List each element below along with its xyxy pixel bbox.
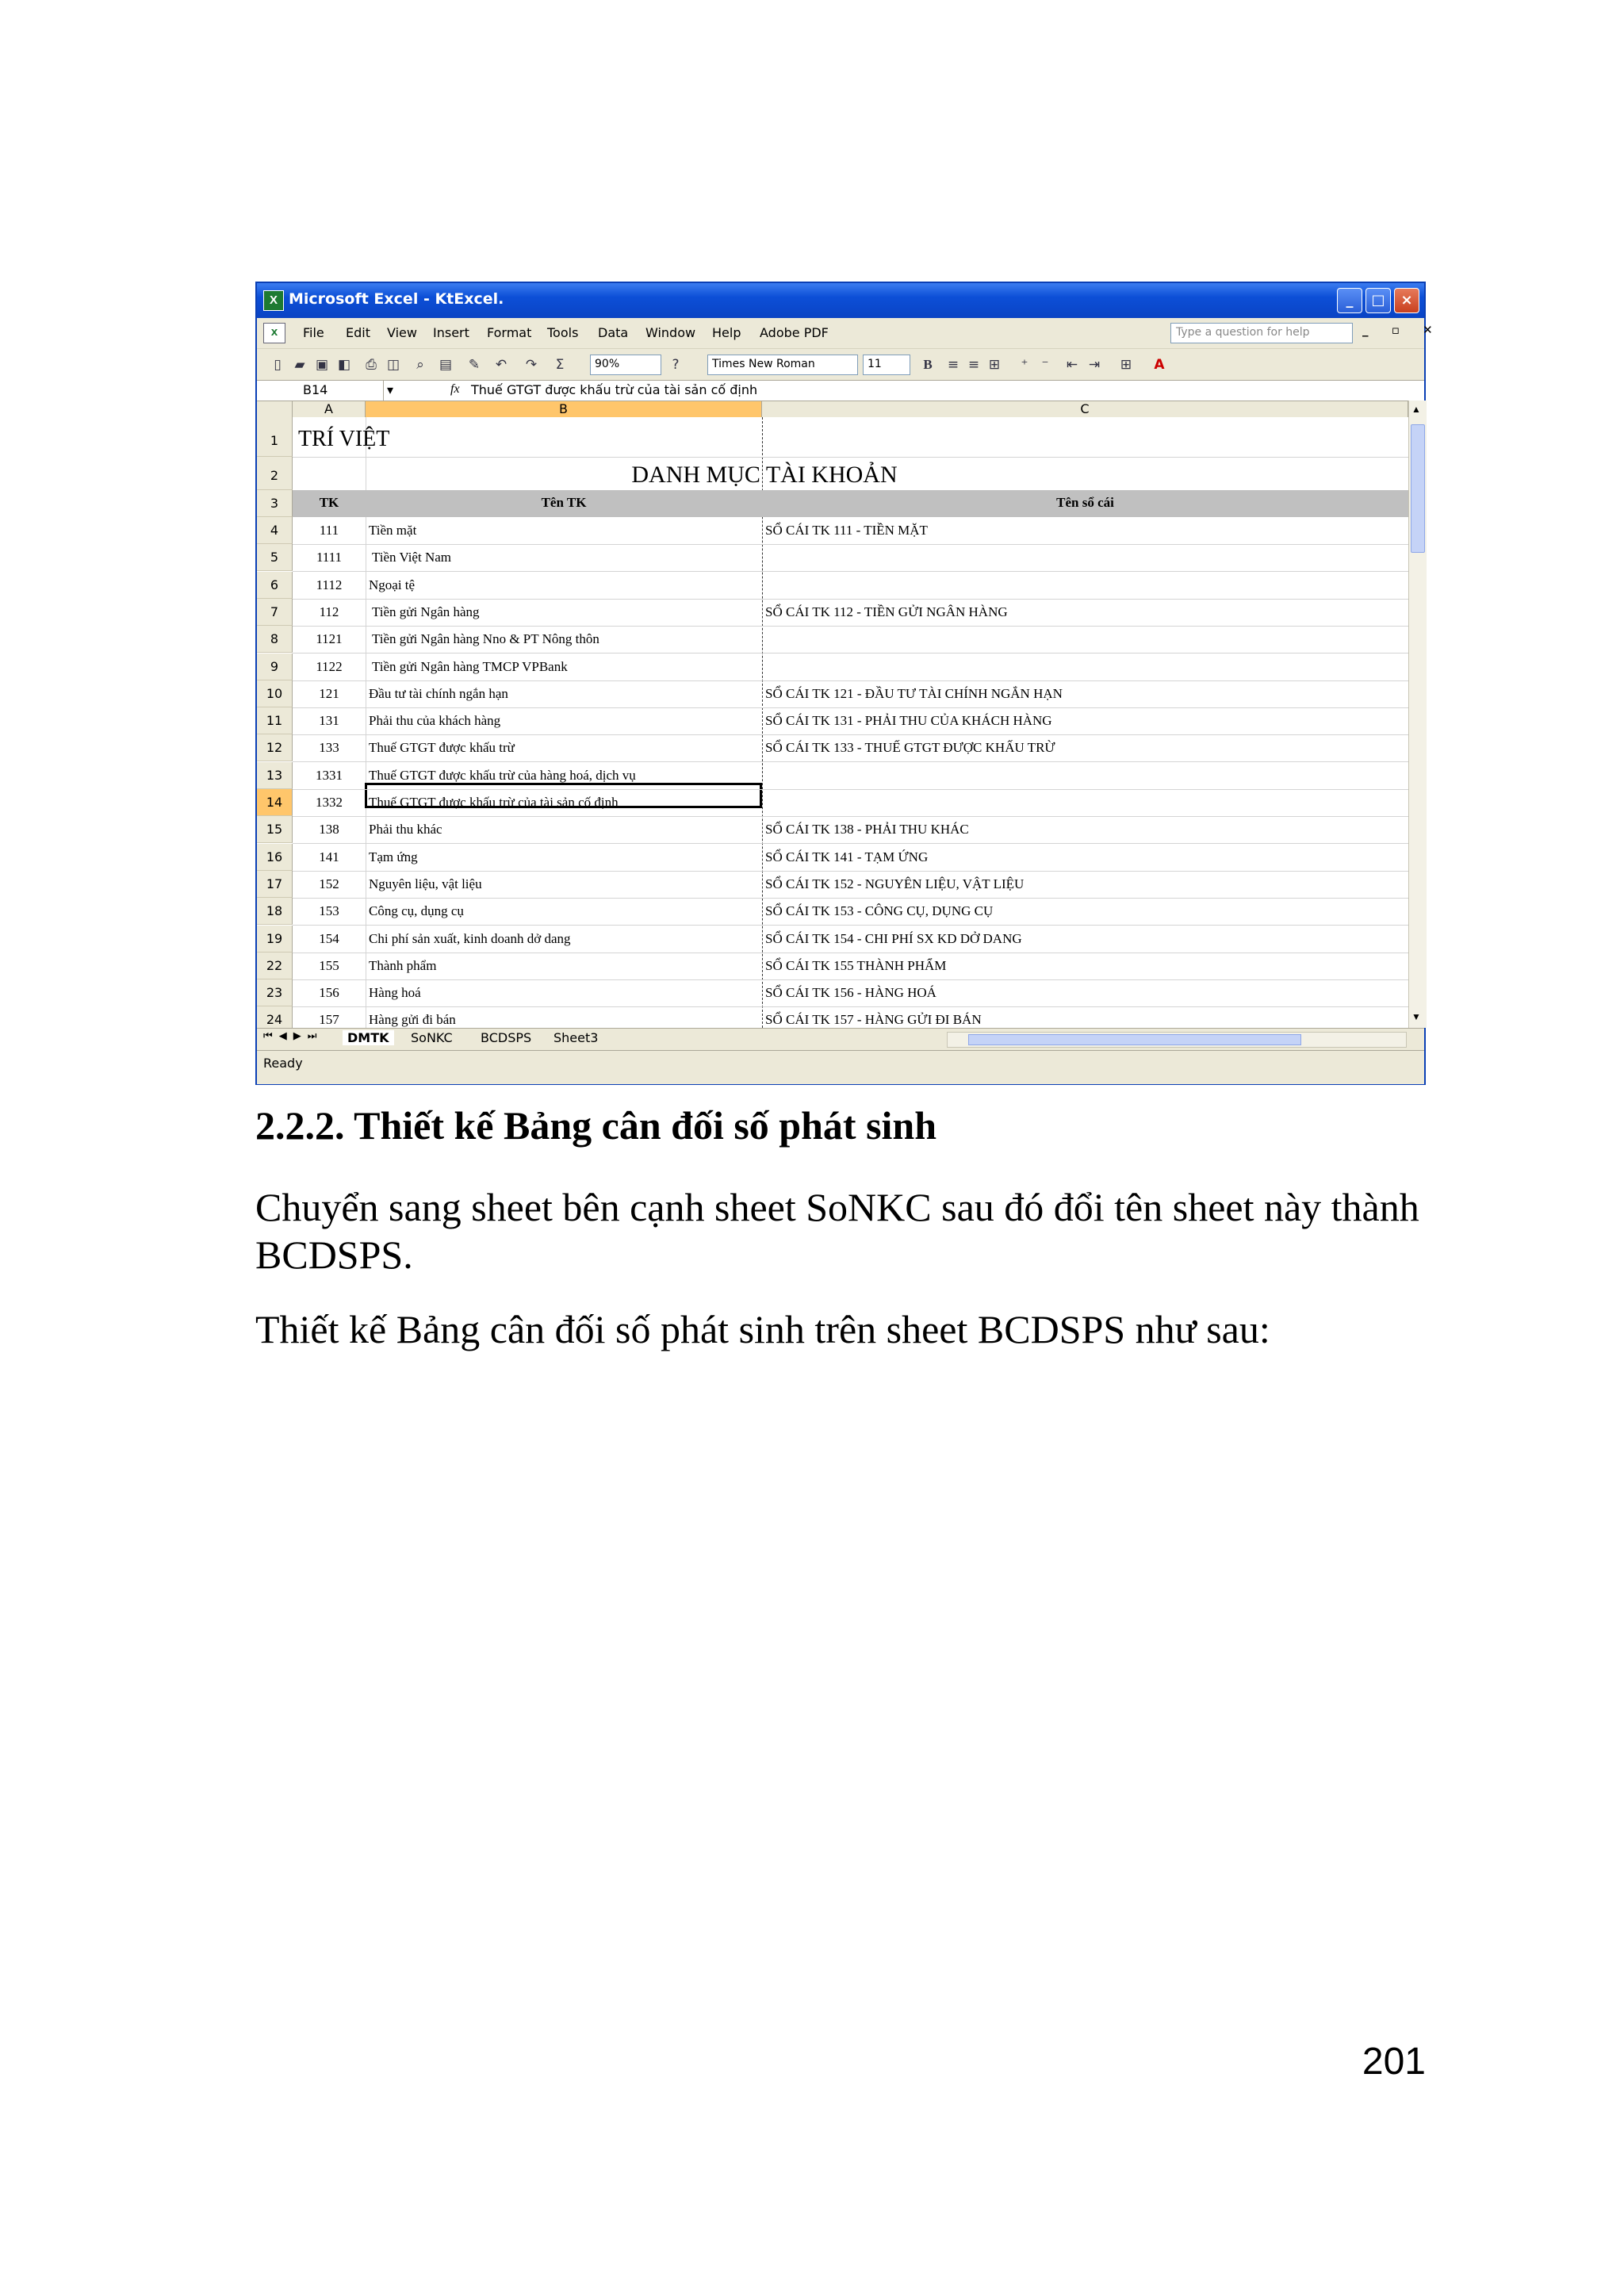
cell-account-code[interactable]: 152 — [319, 876, 339, 891]
cell-account-code[interactable]: 121 — [319, 686, 339, 701]
header-cell-ten-so-cai[interactable]: Tên sổ cái — [1056, 495, 1114, 510]
paragraph-1: Chuyển sang sheet bên cạnh sheet SoNKC sau đó đổi tên sheet này thành BCDSPS. — [255, 1185, 1419, 1277]
cell-account-name[interactable]: Nguyên liệu, vật liệu — [369, 876, 482, 891]
cell-account-code[interactable]: 156 — [319, 985, 339, 1000]
cell-account-name[interactable]: Tạm ứng — [369, 849, 418, 864]
new-icon[interactable]: ▯ — [274, 357, 282, 373]
cell-account-code[interactable]: 133 — [319, 740, 339, 755]
row-header[interactable]: 17 — [257, 871, 293, 898]
status-text: Ready — [263, 1056, 303, 1071]
cell-account-name[interactable]: Thuế GTGT được khấu trừ của tài sản cố định — [369, 795, 619, 810]
row-line — [293, 599, 1408, 600]
paste-icon[interactable]: ▤ — [439, 357, 453, 373]
menu-help[interactable]: Help — [712, 325, 741, 340]
row-line — [293, 653, 1408, 654]
tab-bcdsps[interactable]: BCDSPS — [481, 1030, 532, 1045]
research-icon[interactable]: ⌕ — [416, 357, 424, 373]
cell-account-code[interactable]: 157 — [319, 1012, 339, 1027]
row-line — [293, 979, 1408, 980]
font-color-icon[interactable]: A — [1154, 357, 1165, 373]
cell-ledger-name[interactable]: SỔ CÁI TK 121 - ĐẦU TƯ TÀI CHÍNH NGẮN HẠN — [765, 686, 1063, 701]
row-header[interactable]: 15 — [257, 816, 293, 843]
cell-account-name[interactable]: Thuế GTGT được khấu trừ của hàng hoá, dịch vụ — [369, 768, 636, 783]
row-line — [293, 761, 1408, 762]
decrease-decimal-icon[interactable]: ⁻ — [1041, 357, 1049, 373]
cell-ledger-name[interactable]: SỔ CÁI TK 152 - NGUYÊN LIỆU, VẬT LIỆU — [765, 876, 1025, 891]
row-header[interactable]: 18 — [257, 898, 293, 925]
sheet-heading-cell[interactable]: DANH MỤC TÀI KHOẢN — [631, 462, 898, 488]
cell-account-code[interactable]: 1121 — [316, 631, 343, 646]
row-line — [293, 544, 1408, 545]
cell-account-code[interactable]: 153 — [319, 903, 339, 918]
cell-account-name[interactable]: Tiền gửi Ngân hàng TMCP VPBank — [369, 659, 568, 674]
tab-sheet3[interactable]: Sheet3 — [553, 1030, 599, 1045]
increase-decimal-icon[interactable]: ⁺ — [1021, 357, 1028, 373]
cell-account-code[interactable]: 1112 — [316, 577, 343, 592]
cell-account-code[interactable]: 1111 — [316, 550, 343, 565]
cell-ledger-name[interactable]: SỔ CÁI TK 138 - PHẢI THU KHÁC — [765, 822, 969, 837]
function-icon[interactable]: fx — [450, 382, 460, 396]
row-line — [293, 707, 1408, 708]
cell-account-name[interactable]: Phải thu khác — [369, 822, 442, 837]
align-center-icon[interactable]: ≡ — [967, 357, 980, 373]
paragraph-2: Thiết kế Bảng cân đối số phát sinh trên sheet BCDSPS như sau: — [255, 1307, 1270, 1351]
column-headers — [257, 401, 1408, 418]
decrease-indent-icon[interactable]: ⇤ — [1066, 357, 1078, 373]
horizontal-scroll-thumb[interactable] — [968, 1034, 1301, 1045]
font-size-select[interactable]: 11 — [863, 355, 910, 375]
excel-window — [255, 282, 1442, 1085]
menu-edit[interactable]: Edit — [346, 325, 370, 340]
cell-ledger-name[interactable]: SỔ CÁI TK 133 - THUẾ GTGT ĐƯỢC KHẤU TRỪ — [765, 740, 1055, 755]
menu-tools[interactable]: Tools — [547, 325, 579, 340]
cell-account-code[interactable]: 111 — [319, 523, 339, 538]
tab-scroll-icons[interactable]: ⏮◀▶⏭ — [263, 1030, 324, 1042]
autosum-icon[interactable]: Σ — [555, 357, 565, 373]
cell-ledger-name[interactable]: SỔ CÁI TK 141 - TẠM ỨNG — [765, 849, 929, 864]
tab-sonkc[interactable]: SoNKC — [411, 1030, 453, 1045]
cell-account-name[interactable]: Thuế GTGT được khấu trừ — [369, 740, 515, 755]
row-header[interactable]: 13 — [257, 762, 293, 789]
row-header[interactable]: 10 — [257, 680, 293, 707]
column-header-c[interactable]: C — [762, 401, 1408, 417]
open-icon[interactable]: ▰ — [294, 357, 305, 373]
cell-ledger-name[interactable]: SỔ CÁI TK 156 - HÀNG HOÁ — [765, 985, 936, 1000]
cell-ledger-name[interactable]: SỔ CÁI TK 155 THÀNH PHẨM — [765, 958, 947, 973]
borders-icon[interactable]: ⊞ — [1120, 357, 1132, 373]
row-line — [293, 925, 1408, 926]
bold-button[interactable]: B — [923, 357, 933, 372]
help-icon[interactable]: ? — [672, 357, 680, 373]
cell-account-name[interactable]: Chi phí sản xuất, kinh doanh dở dang — [369, 931, 571, 946]
row-header[interactable]: 22 — [257, 953, 293, 979]
cell-account-name[interactable]: Ngoại tệ — [369, 577, 416, 592]
document-window-controls[interactable]: _ ▫ ✕ — [1362, 323, 1442, 337]
format-painter-icon[interactable]: ✎ — [468, 357, 481, 373]
cell-account-code[interactable]: 155 — [319, 958, 339, 973]
select-all-corner[interactable] — [257, 401, 293, 417]
tab-dmtk[interactable]: DMTK — [343, 1030, 394, 1045]
name-box[interactable]: B14 — [257, 381, 384, 401]
page-number: 201 — [1362, 2041, 1426, 2083]
cell-ledger-name[interactable]: SỔ CÁI TK 111 - TIỀN MẶT — [765, 523, 928, 538]
cell-account-name[interactable]: Công cụ, dụng cụ — [369, 903, 464, 918]
chevron-down-icon[interactable]: ▾ — [387, 382, 394, 397]
row-header[interactable]: 19 — [257, 926, 293, 953]
row-line — [293, 734, 1408, 735]
header-cell-ten-tk[interactable]: Tên TK — [541, 495, 587, 510]
row-line — [293, 816, 1408, 817]
window-title: Microsoft Excel - KtExcel. — [289, 290, 504, 308]
close-icon[interactable]: × — [1394, 288, 1419, 313]
cell-account-name[interactable]: Đầu tư tài chính ngắn hạn — [369, 686, 508, 701]
row-line — [293, 626, 1408, 627]
status-bar — [257, 1050, 1424, 1084]
font-name-select[interactable]: Times New Roman — [707, 355, 858, 375]
cell-ledger-name[interactable]: SỔ CÁI TK 131 - PHẢI THU CỦA KHÁCH HÀNG — [765, 713, 1052, 728]
cell-ledger-name[interactable]: SỔ CÁI TK 153 - CÔNG CỤ, DỤNG CỤ — [765, 903, 994, 918]
row-line — [293, 843, 1408, 844]
row-line — [293, 871, 1408, 872]
column-header-a[interactable]: A — [293, 401, 366, 417]
row-header[interactable]: 16 — [257, 844, 293, 871]
horizontal-scrollbar[interactable] — [947, 1032, 1407, 1048]
scroll-up-icon[interactable]: ▲ — [1411, 404, 1421, 415]
row-header-3[interactable]: 3 — [257, 490, 293, 517]
redo-icon[interactable]: ↷ — [525, 357, 538, 373]
row-header[interactable]: 23 — [257, 979, 293, 1006]
row-line — [293, 1006, 1408, 1007]
cell-account-name[interactable]: Phải thu của khách hàng — [369, 713, 501, 728]
cell-account-code[interactable]: 1331 — [316, 768, 343, 783]
toolbar — [257, 348, 1424, 381]
menu-view[interactable]: View — [387, 325, 417, 340]
vertical-scroll-thumb[interactable] — [1411, 424, 1425, 553]
vertical-scrollbar[interactable] — [1408, 401, 1427, 1028]
cell-account-code[interactable]: 1332 — [316, 795, 343, 810]
print-preview-icon[interactable]: ◫ — [386, 357, 400, 373]
row-header-2[interactable]: 2 — [257, 457, 293, 490]
menu-window[interactable]: Window — [645, 325, 696, 340]
row-line — [293, 898, 1408, 899]
row-line — [293, 680, 1408, 681]
row-line — [293, 457, 1408, 458]
row-header[interactable]: 4 — [257, 517, 293, 544]
header-cell-tk[interactable]: TK — [319, 495, 339, 510]
print-icon[interactable]: ⎙ — [366, 357, 377, 373]
title-bar — [257, 283, 1424, 318]
worksheet-grid[interactable] — [257, 417, 1408, 1028]
menu-data[interactable]: Data — [598, 325, 629, 340]
menu-format[interactable]: Format — [487, 325, 532, 340]
excel-icon: X — [263, 290, 284, 311]
cell-account-name[interactable]: Hàng hoá — [369, 985, 421, 1000]
cell-account-code[interactable]: 112 — [319, 604, 339, 619]
cell-account-name[interactable]: Thành phẩm — [369, 958, 437, 973]
formula-input[interactable]: Thuế GTGT được khấu trừ của tài sản cố định — [471, 382, 758, 397]
menu-insert[interactable]: Insert — [433, 325, 469, 340]
menu-adobe-pdf[interactable]: Adobe PDF — [760, 325, 829, 340]
cell-account-code[interactable]: 154 — [319, 931, 339, 946]
cell-ledger-name[interactable]: SỔ CÁI TK 112 - TIỀN GỬI NGÂN HÀNG — [765, 604, 1008, 619]
help-search-input[interactable]: Type a question for help — [1170, 323, 1353, 343]
cell-account-name[interactable]: Tiền gửi Ngân hàng Nno & PT Nông thôn — [369, 631, 599, 646]
row-line — [293, 571, 1408, 572]
sheet-tab-bar — [257, 1028, 1424, 1051]
cell-account-code[interactable]: 141 — [319, 849, 339, 864]
permission-icon[interactable]: ◧ — [337, 357, 351, 373]
cell-account-code[interactable]: 131 — [319, 713, 339, 728]
section-heading: 2.2.2. Thiết kế Bảng cân đối số phát sinh — [255, 1103, 937, 1148]
formula-bar — [257, 380, 1424, 401]
cell-account-name[interactable]: Tiền gửi Ngân hàng — [369, 604, 480, 619]
scroll-down-icon[interactable]: ▼ — [1411, 1011, 1421, 1022]
zoom-select[interactable]: 90% — [590, 355, 661, 375]
increase-indent-icon[interactable]: ⇥ — [1088, 357, 1101, 373]
row-header[interactable]: 9 — [257, 654, 293, 680]
menu-bar — [257, 318, 1442, 348]
row-header[interactable]: 24 — [257, 1006, 293, 1033]
row-header-1[interactable]: 1 — [257, 417, 293, 457]
row-line — [293, 789, 1408, 790]
cell-account-code[interactable]: 1122 — [316, 659, 343, 674]
minimize-icon[interactable]: _ — [1337, 288, 1362, 313]
row-header[interactable]: 11 — [257, 707, 293, 734]
merge-center-icon[interactable]: ⊞ — [988, 357, 1001, 373]
cell-account-name[interactable]: Tiền Việt Nam — [369, 550, 451, 565]
menu-file[interactable]: File — [303, 325, 324, 340]
row-header[interactable]: 6 — [257, 572, 293, 599]
cell-ledger-name[interactable]: SỔ CÁI TK 154 - CHI PHÍ SX KD DỞ DANG — [765, 931, 1022, 946]
align-left-icon[interactable]: ≡ — [947, 357, 959, 373]
column-header-b[interactable]: B — [366, 401, 762, 417]
row-header[interactable]: 5 — [257, 544, 293, 571]
row-header[interactable]: 14 — [257, 789, 293, 816]
row-header[interactable]: 7 — [257, 599, 293, 626]
cell-ledger-name[interactable]: SỔ CÁI TK 157 - HÀNG GỬI ĐI BÁN — [765, 1012, 982, 1027]
cell-account-name[interactable]: Hàng gửi đi bán — [369, 1012, 456, 1027]
company-name-cell[interactable]: TRÍ VIỆT — [298, 427, 390, 451]
row-header[interactable]: 8 — [257, 626, 293, 653]
cell-account-code[interactable]: 138 — [319, 822, 339, 837]
cell-account-name[interactable]: Tiền mặt — [369, 523, 417, 538]
undo-icon[interactable]: ↶ — [495, 357, 508, 373]
workbook-icon[interactable]: X — [263, 323, 285, 343]
row-header[interactable]: 12 — [257, 734, 293, 761]
maximize-icon[interactable]: □ — [1365, 288, 1391, 313]
save-icon[interactable]: ▣ — [315, 357, 329, 373]
